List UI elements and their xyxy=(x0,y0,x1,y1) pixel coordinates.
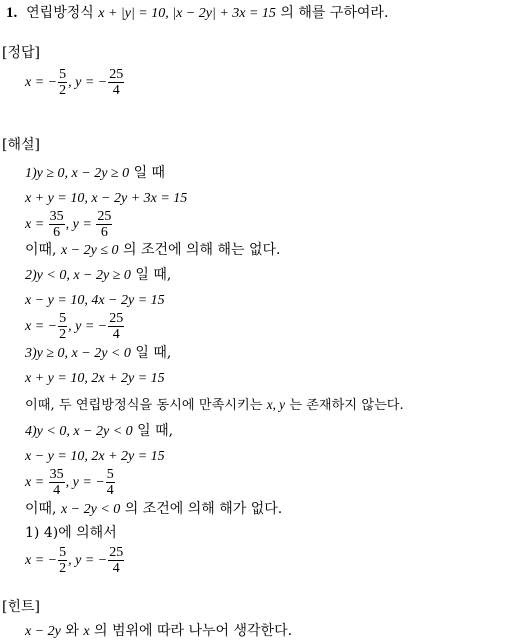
case2-solution xyxy=(25,308,125,345)
case2-condition-math: 2)y < 0, x − 2y ≥ 0 xyxy=(25,268,131,283)
case2-x-sign: x = − xyxy=(25,319,58,334)
case1-note-math: x − 2y ≤ 0 xyxy=(60,243,119,258)
hint-math: x − 2y xyxy=(25,624,61,639)
hint-mid: 와 xyxy=(65,623,79,639)
conclusion-y-numerator: 25 xyxy=(109,544,124,560)
answer-x-denominator: 2 xyxy=(59,82,67,98)
case3-note-math: x, y xyxy=(266,397,286,412)
case3-note-prefix: 이때, 두 연립방정식을 동시에 만족시키는 xyxy=(25,398,263,413)
hint-text xyxy=(25,622,292,641)
question-number: 1. xyxy=(6,5,18,21)
case1-solution xyxy=(25,206,113,243)
case4-note xyxy=(25,500,282,519)
conclusion-x-fraction xyxy=(58,545,67,576)
case4-note-suffix: 의 조건에 의해 해가 없다. xyxy=(124,501,283,517)
case1-note-suffix: 의 조건에 의해 해는 없다. xyxy=(122,242,281,258)
hint-suffix: 의 범위에 따라 나누어 생각한다. xyxy=(93,623,293,639)
case2-equations: x − y = 10, 4x − 2y = 15 xyxy=(25,293,165,308)
case4-condition xyxy=(25,422,173,441)
case4-y-denominator: 4 xyxy=(106,482,114,498)
case2-x-denominator: 2 xyxy=(59,326,67,342)
case1-condition xyxy=(25,164,165,183)
case2-y-denominator: 4 xyxy=(108,326,124,342)
answer-x-fraction xyxy=(58,67,67,98)
case4-note-math: x − 2y < 0 xyxy=(60,502,121,517)
case1-x-fraction xyxy=(49,209,65,240)
case2-condition xyxy=(25,266,171,285)
conclusion-y-sign: , y = − xyxy=(68,553,108,568)
case1-note-prefix: 이때, xyxy=(25,242,57,258)
case1-y-denominator: 6 xyxy=(96,224,112,240)
case4-y-fraction xyxy=(106,467,115,498)
case1-x-sign: x = xyxy=(25,217,48,232)
answer-formula xyxy=(25,64,125,101)
case3-equations: x + y = 10, 2x + 2y = 15 xyxy=(25,371,165,386)
case4-when: 일 때, xyxy=(137,423,174,439)
case1-condition-math: 1)y ≥ 0, x − 2y ≥ 0 xyxy=(25,166,130,181)
case4-condition-math: 4)y < 0, x − 2y < 0 xyxy=(25,424,133,439)
case1-note xyxy=(25,241,280,260)
case2-y-numerator: 25 xyxy=(109,310,124,326)
case2-x-numerator: 5 xyxy=(59,310,67,326)
case3-condition xyxy=(25,344,171,363)
case4-equations: x − y = 10, 2x + 2y = 15 xyxy=(25,449,165,464)
case4-y-sign: , y = − xyxy=(65,475,105,490)
answer-y-fraction xyxy=(108,67,124,98)
case3-note xyxy=(25,396,404,415)
case1-x-numerator: 35 xyxy=(49,208,64,224)
case2-y-fraction xyxy=(108,311,124,342)
case2-y-sign: , y = − xyxy=(68,319,108,334)
case1-y-numerator: 25 xyxy=(97,208,112,224)
answer-x-numerator: 5 xyxy=(59,66,67,82)
case1-x-denominator: 6 xyxy=(49,224,65,240)
conclusion-y-denominator: 4 xyxy=(108,560,124,576)
answer-y-sign: , y = − xyxy=(68,75,108,90)
conclusion-y-fraction xyxy=(108,545,124,576)
explanation-header: [해설] xyxy=(2,137,40,153)
case1-y-fraction xyxy=(96,209,112,240)
question-prefix: 연립방정식 xyxy=(26,5,94,21)
case1-y-sign: , y = xyxy=(65,217,96,232)
question-suffix: 의 해를 구하여라. xyxy=(280,5,389,21)
answer-header: [정답] xyxy=(2,45,40,61)
answer-y-numerator: 25 xyxy=(109,66,124,82)
case1-when: 일 때 xyxy=(133,165,166,181)
case1-equations: x + y = 10, x − 2y + 3x = 15 xyxy=(25,191,188,206)
conclusion-x-sign: x = − xyxy=(25,553,58,568)
case3-when: 일 때, xyxy=(135,345,172,361)
conclusion-solution xyxy=(25,542,125,579)
conclusion-x-numerator: 5 xyxy=(59,544,67,560)
case4-x-denominator: 4 xyxy=(49,482,65,498)
case4-x-sign: x = xyxy=(25,475,48,490)
case4-x-numerator: 35 xyxy=(49,466,64,482)
answer-y-denominator: 4 xyxy=(108,82,124,98)
case4-note-prefix: 이때, xyxy=(25,501,57,517)
answer-x-sign: x = − xyxy=(25,75,58,90)
case3-note-suffix: 는 존재하지 않는다. xyxy=(289,398,404,413)
hint-math2: x xyxy=(83,624,90,639)
hint-header: [힌트] xyxy=(2,599,40,615)
case2-when: 일 때, xyxy=(135,267,172,283)
question-system: x + |y| = 10, |x − 2y| + 3x = 15 xyxy=(98,6,276,21)
case2-x-fraction xyxy=(58,311,67,342)
conclusion-x-denominator: 2 xyxy=(59,560,67,576)
conclusion-text: 1) 4)에 의해서 xyxy=(25,525,117,541)
question-line xyxy=(6,4,388,23)
case4-y-numerator: 5 xyxy=(106,466,114,482)
case3-condition-math: 3)y ≥ 0, x − 2y < 0 xyxy=(25,346,131,361)
case4-x-fraction xyxy=(49,467,65,498)
case4-solution xyxy=(25,464,116,501)
